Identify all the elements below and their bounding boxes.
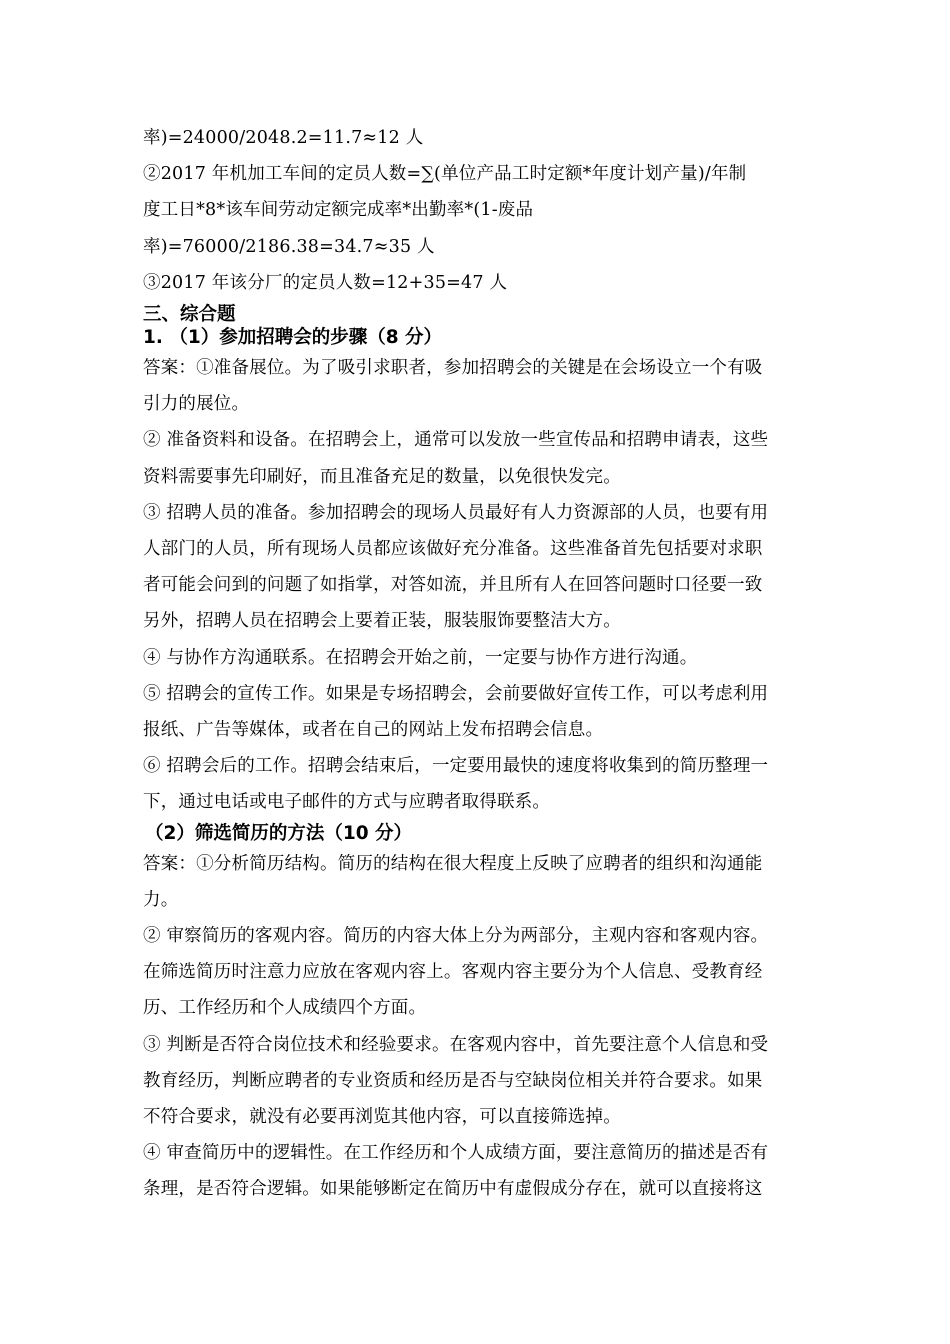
- text-line: 答案：①准备展位。为了吸引求职者，参加招聘会的关键是在会场设立一个有吸: [143, 358, 763, 379]
- text-line: 引力的展位。: [143, 394, 250, 415]
- text-line: ④ 与协作方沟通联系。在招聘会开始之前，一定要与协作方进行沟通。: [143, 647, 698, 668]
- text-line: ②2017 年机加工车间的定员人数=∑(单位产品工时定额*年度计划产量)/年制: [143, 164, 747, 185]
- text-line: 下，通过电话或电子邮件的方式与应聘者取得联系。: [143, 792, 551, 813]
- text-line: ⑤ 招聘会的宣传工作。如果是专场招聘会，会前要做好宣传工作，可以考虑利用: [143, 683, 769, 704]
- text-line: 人部门的人员，所有现场人员都应该做好充分准备。这些准备首先包括要对求职: [143, 539, 763, 560]
- question-2-title: （2）筛选简历的方法（10 分）: [145, 822, 413, 844]
- text-line: 率)=24000/2048.2=11.7≈12 人: [143, 128, 424, 148]
- text-line: 另外，招聘人员在招聘会上要着正装，服装服饰要整洁大方。: [143, 611, 621, 632]
- text-line: 资料需要事先印刷好，而且准备充足的数量，以免很快发完。: [143, 466, 621, 487]
- text-line: 条理，是否符合逻辑。如果能够断定在简历中有虚假成分存在，就可以直接将这: [143, 1179, 763, 1200]
- text-line: ③ 招聘人员的准备。参加招聘会的现场人员最好有人力资源部的人员，也要有用: [143, 502, 769, 523]
- text-line: 率)=76000/2186.38=34.7≈35 人: [143, 236, 435, 257]
- question-2-answer: [143, 846, 813, 1208]
- text-line: 不符合要求，就没有必要再浏览其他内容，可以直接筛选掉。: [143, 1107, 621, 1128]
- text-line: 答案：①分析简历结构。简历的结构在很大程度上反映了应聘者的组织和沟通能: [143, 853, 763, 874]
- text-line: ③2017 年该分厂的定员人数=12+35=47 人: [143, 272, 508, 293]
- section-title: 三、综合题: [143, 304, 236, 326]
- text-line: 教育经历，判断应聘者的专业资质和经历是否与空缺岗位相关并符合要求。如果: [143, 1070, 763, 1091]
- text-line: ④ 审查简历中的逻辑性。在工作经历和个人成绩方面，要注意简历的描述是否有: [143, 1143, 769, 1164]
- text-line: 报纸、广告等媒体，或者在自己的网站上发布招聘会信息。: [143, 720, 604, 741]
- question-1-title: 1. （1）参加招聘会的步骤（8 分）: [143, 327, 443, 349]
- text-line: ③ 判断是否符合岗位技术和经验要求。在客观内容中，首先要注意个人信息和受: [143, 1034, 769, 1055]
- text-line: 度工日*8*该车间劳动定额完成率*出勤率*(1-废品: [143, 200, 534, 221]
- text-line: ② 准备资料和设备。在招聘会上，通常可以发放一些宣传品和招聘申请表，这些: [143, 430, 769, 451]
- text-line: ② 审察简历的客观内容。简历的内容大体上分为两部分，主观内容和客观内容。: [143, 926, 769, 947]
- text-line: 历、工作经历和个人成绩四个方面。: [143, 998, 427, 1019]
- page-content: [143, 120, 813, 1208]
- question-1-answer: [143, 350, 813, 821]
- text-line: 力。: [143, 889, 179, 910]
- text-line: 者可能会问到的问题了如指掌，对答如流，并且所有人在回答问题时口径要一致: [143, 575, 763, 596]
- text-line: 在筛选简历时注意力应放在客观内容上。客观内容主要分为个人信息、受教育经: [143, 962, 763, 983]
- calculation-block: [143, 120, 813, 301]
- text-line: ⑥ 招聘会后的工作。招聘会结束后，一定要用最快的速度将收集到的简历整理一: [143, 756, 769, 777]
